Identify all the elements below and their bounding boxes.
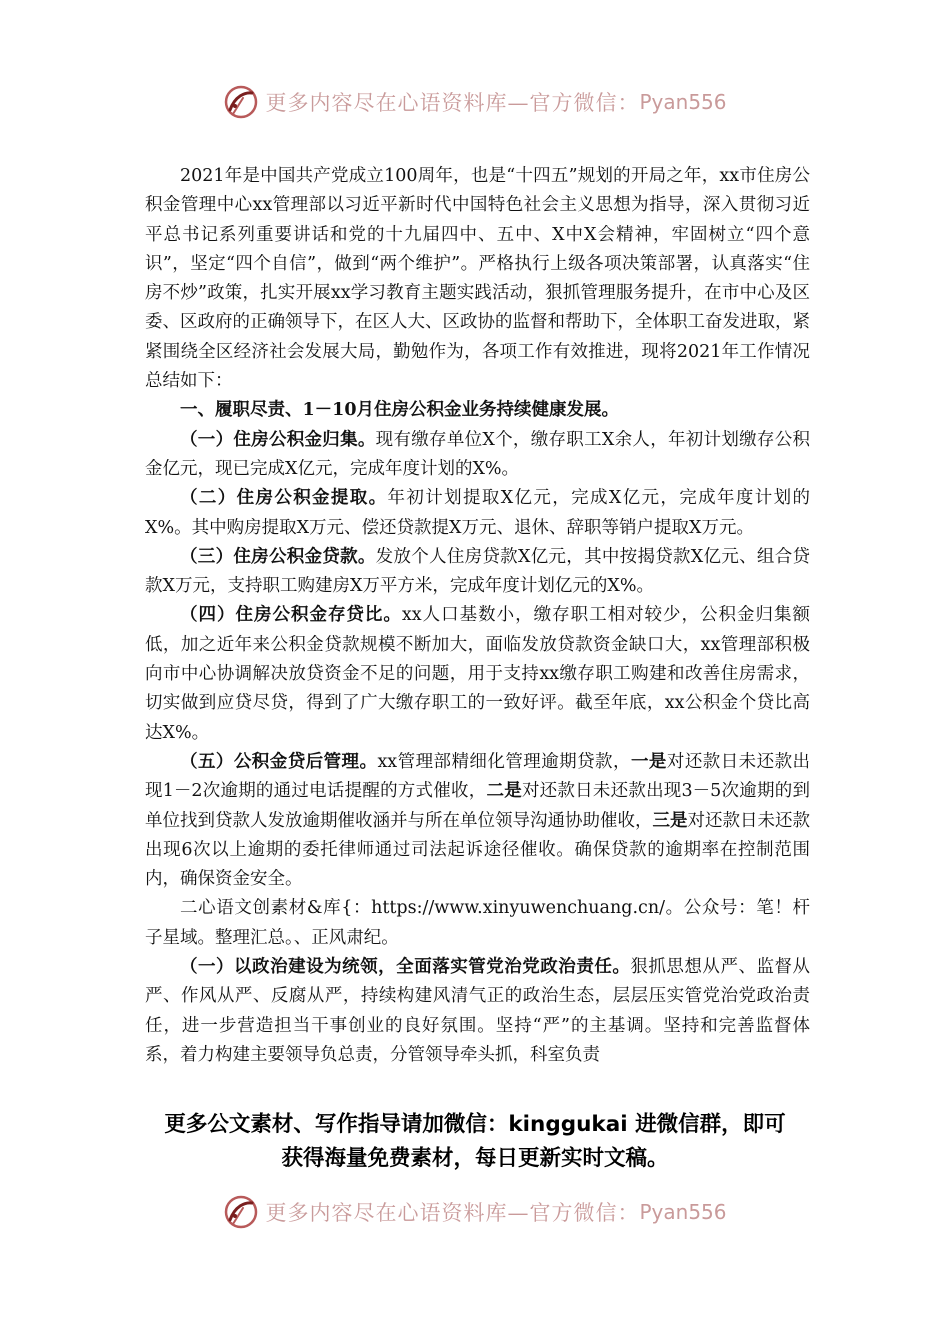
paragraph-title: （二）住房公积金提取。	[180, 488, 388, 509]
banner-text: 更多内容尽在心语资料库—官方微信：	[265, 1201, 640, 1225]
paragraph-loan-ratio	[145, 601, 810, 747]
paragraph-loans	[145, 543, 810, 602]
paragraph-body: 发放个人住房贷款X亿元，其中按揭贷款X亿元、组合贷款X万元，支持职工购建房X万平方米，完成年度计划亿元的X%。	[145, 546, 810, 597]
paragraph-body: 现有缴存单位X个，缴存职工X余人，年初计划缴存公积金亿元，现已完成X亿元，完成年度计划的X%。	[145, 429, 810, 479]
footer-banner	[0, 1190, 950, 1234]
banner-wechat-id: Pyan556	[639, 90, 727, 114]
document-body	[145, 162, 810, 1070]
paragraph-body: 狠抓思想从严、监督从严、作风从严、反腐从严，持续构建风清气正的政治生态，层层压实管党治党政治责任，进一步营造担当干事创业的良好氛围。坚持“严”的主基调。坚持和完善监督体系，着力构建主要领导负总责，分管领导牵头抓，科室负责	[145, 957, 811, 1065]
banner-wechat-id: Pyan556	[639, 1200, 727, 1224]
promo-block	[0, 1108, 950, 1176]
paragraph-political	[145, 953, 810, 1070]
section-heading-text: 一、履职尽责、1－10月住房公积金业务持续健康发展。	[180, 400, 620, 421]
paragraph-body: 对还款日未还款出现1－2次逾期的通过电话提醒的方式催收，	[145, 751, 811, 802]
paragraph-title: （一）住房公积金归集。	[180, 429, 376, 450]
enumeration-second: 二是	[486, 781, 522, 802]
promo-line-2: 获得海量免费素材，每日更新实时文稿。	[281, 1146, 669, 1171]
paragraph-body: xx管理部精细化管理逾期贷款，	[377, 751, 631, 772]
section-heading	[145, 396, 810, 425]
source-note: 二心语文创素材&库{：https://www.xinyuwenchuang.cn/。公众号：笔！杆子星域。整理汇总。、正风肃纪。	[145, 898, 810, 948]
paragraph-body: 对还款日未还款出现6次以上逾期的委托律师通过司法起诉途径催收。确保贷款的逾期率在控制范围内，确保资金安全。	[145, 810, 810, 890]
paragraph-title: （四）住房公积金存贷比。	[180, 605, 402, 626]
banner-inner	[223, 1194, 726, 1230]
banner-text: 更多内容尽在心语资料库—官方微信：	[265, 91, 640, 115]
enumeration-third: 三是	[652, 810, 688, 831]
pen-swirl-logo-icon	[223, 1194, 259, 1230]
paragraph-title: （三）住房公积金贷款。	[180, 546, 376, 567]
paragraph-body: 年初计划提取X亿元，完成X亿元，完成年度计划的X%。其中购房提取X万元、偿还贷款提X万元、退休、辞职等销户提取X万元。	[145, 488, 810, 538]
intro-paragraph: 2021年是中国共产党成立100周年，也是“十四五”规划的开局之年，xx市住房公积金管理中心xx管理部以习近平新时代中国特色社会主义思想为指导，深入贯彻习近平总书记系列重要讲话和党的十九届四中、五中、X中X会精神，牢固树立“四个意识”，坚定“四个自信”，做到“两个维护”。严格执行上级各项决策部署，认真落实“住房不炒”政策，扎实开展xx学习教育主题实践活动，狠抓管理服务提升，在市中心及区委、区政府的正确领导下，在区人大、区政协的监督和帮助下，全体职工奋发进取，紧紧围绕全区经济社会发展大局，勤勉作为，各项工作有效推进，现将2021年工作情况总结如下：	[145, 166, 810, 392]
pen-swirl-logo-icon	[223, 84, 259, 120]
paragraph-collection	[145, 426, 810, 485]
promo-line-1: 更多公文素材、写作指导请加微信：kinggukai 进微信群，即可	[164, 1112, 786, 1137]
enumeration-first: 一是	[630, 751, 667, 772]
paragraph-withdrawal	[145, 484, 810, 543]
header-banner	[0, 80, 950, 124]
paragraph-post-loan	[145, 748, 810, 894]
paragraph-title: （一）以政治建设为统领，全面落实管党治党政治责任。	[180, 957, 631, 978]
paragraph-body: 对还款日未还款出现3－5次逾期的到单位找到贷款人发放逾期催收涵并与所在单位领导沟通协助催收，	[145, 781, 810, 831]
banner-inner	[223, 84, 726, 120]
paragraph-title: （五）公积金贷后管理。	[180, 751, 378, 772]
paragraph-body: xx人口基数小，缴存职工相对较少，公积金归集额低，加之近年来公积金贷款规模不断加大，面临发放贷款资金缺口大，xx管理部积极向市中心协调解决放贷资金不足的问题，用于支持xx缴存职工购建和改善住房需求，切实做到应贷尽贷，得到了广大缴存职工的一致好评。截至年底，xx公积金个贷比高达X%。	[145, 605, 811, 743]
